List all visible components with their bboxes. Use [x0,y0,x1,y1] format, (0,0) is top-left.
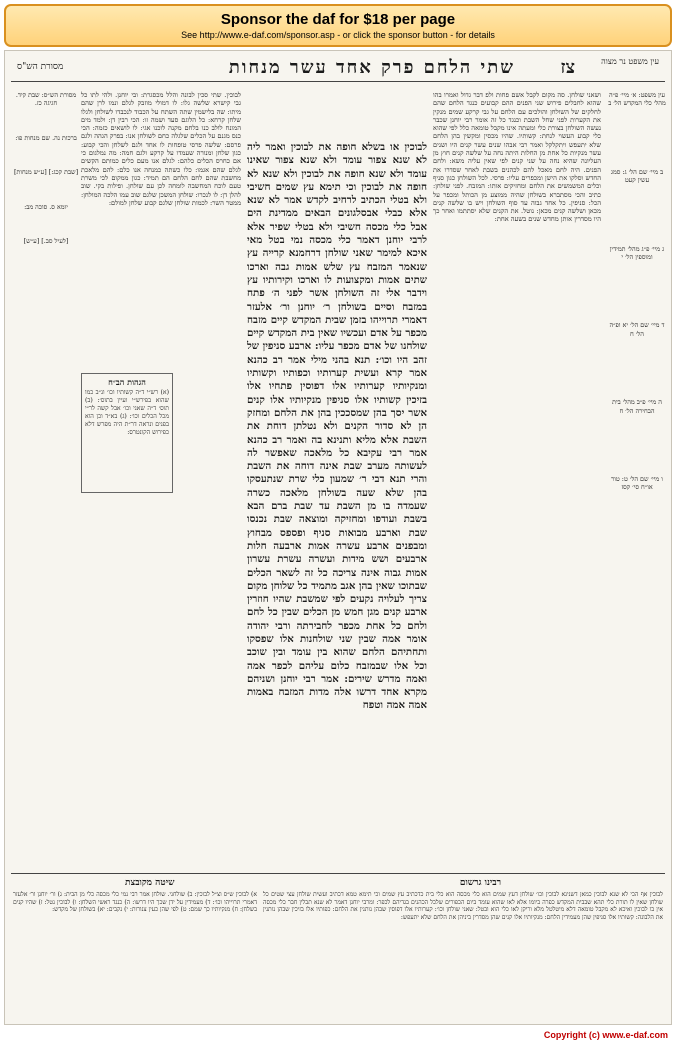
ein-mishpat-note: ג מיי׳ פ״ג מהל׳ תמידין ומוספין הל׳ י [609,244,665,262]
gemara-text: לבוכין או בשלא חופה את לבוכין ואמר ליה לא שנא צפור עומד ולא שנא צפור שאינו עומד ולא שנא חופה את לבוכין ולא שנא לא חופה את לבוכין וכי תימא עץ שמים חשיבי ולא בטלי הכתיב לרחיב לקדש אמר לא שנא אלא כבלי אבסלגונים הבאים ממדינת הים אבל כלי מכסה חשיבי ולא בטלי שפיר אלא לרבי יוחנן דאמר כלי מכסה נמי בטל מאי איכא למימר שאני שולחן דרחמנא קרייה עץ שנאמר המזבח עץ שלש אמות גבה וארכו שתים אמות ומקצועות לו וארכו וקירותיו עץ וידבר אלי זה השולחן אשר לפני ה׳ פתח במזבח וסיים בשולחן ר׳ יוחנן ור׳ אלעזר דאמרי תרוייהו בזמן שבית המקדש קיים מזבח מכפר על אדם ועכשיו שאין בית המקדש קיים שולחנו של אדם מכפר עליו: ארבע סניפין של זהב היו וכו׳: תנא בהני מילי אמר רב כהנא אמר קרא ועשית קערותיו וכפותיו וקשותיו ומנקיותיו קערותיו אלו דפוסין פתחיו אלו בזיכין קשותיו אלו סניפין מנקיותיו אלו קנים אשר יסך בהן שמסככין בהן את הלחם ומחזק הן לא סדור הקנים ולא נטלתן דוחת את השבת אלא מליא ותנינא בה ואמר רב כהנא אמר רבי עקיבא כל מלאכה שאפשר לה לעשותה מערב שבת אינה דוחה את השבת והרי תנא דבי ר׳ שמעון כלי שרת שנתעסקו בהן שלא שעה בשולחן מלאכה כשרה שעמדה בו מן השבת עד שבת ברם הבא בשבת ועודפו ומחזיקה ומוצאה שבת נכנסו שבת וארבע מבואות סניף ופספס מבחוץ ומבפנים ארבע עשרה אמות ארבעה חלות ארבעים ושש מידות ועשרה עשרת עשרון אמות גבוה אינה צריכה כל זה לשאר הכלים שבתוכו שאין בהן אגב מתמיד כל שלוחן מקום צריך לעלויה נקעים לפי שמשבת שהיו חוזרין ארבע קנים מגן חמש מן הכלים שבין כל לחם ולחם כל אחת מכפר לחבירתה ורבי יהודה אומר אמה שבין שני שולחנות אלו שפסקו ותחתיהם הלחם שהוא בין עומד ובין שוכב וכל אלו שבמזבח כלום עליהם לכפר אמה ואמה מדרש שירים: אמר רבי יוחנן ושניהם מקרא אחד דרשו אלה מדות המזבח באמות אמה אמה וטפח [247,141,427,712]
mesoret-note: יומא ס. סוכה מב: [24,202,68,211]
ein-mishpat-heading: עין משפט נר מצוה [601,57,659,66]
shita-mekubetzet-title: שיטה מקובצת [125,878,175,888]
rabbeinu-gershom-text-block [263,891,663,1019]
ein-mishpat-note: ו מיי׳ שם הל׳ ט: טור או״ח סי׳ קסז [611,475,663,492]
mesoret-note: מסורת הש״ס: שבת קיד. חגיגה כז. [15,91,77,108]
shita-mekubetzet-text: א) לבוכין ש״ס וצ״ל לבוכין: ב) שולחני. שולחן אמר רבי נמי כלי מכסה כלי מן הבית: ג) ור׳ יוחנן ור׳ אלעזר דאמרי תרוייהו וכו׳: ד) מעמידין על ידן שכך היו דרשו: ה) כנגד ראשי השלחן: ו) לבוכין נטל: ז) שהיו קנים בשלחן: ח) מנקיותיו כך שמם: ט) לפי שהן כעין צנורות: י) נקבים: יא) בשולחן של מקדש: [13,891,257,914]
ein-mishpat-note: ה מיי׳ פ״ב מהל׳ בית הבחירה הל׳ ח [612,398,662,415]
sponsor-banner[interactable] [4,4,672,47]
gemara-column [247,141,427,867]
copyright-link[interactable]: Copyright (c) www.e-daf.com [543,1030,668,1040]
mesoret-notes [11,91,81,894]
tosafot-text: ושאני שולחן. סה מקום לקבל אשם פחות ולפ דבר גדול ואמרו בהו שהוא לחבלים פירוש שני הפנים ההם קבועים כנגד הלחם שהם לחלקים של השולחן והולכים עם הלחם על גבי קרקע שמים מנקין את הקערות לפני שחל השבת וכנגד כל זה אומר רבי יוחנן שכבר נעשה השולחן בצורת כלי ומעתה אינו מקבל טומאה כלל לפי שהוא כלי קבוע העשוי לנחת: קשותיו. שהיו מכסין ומקשין בהן הלחם שלא יתעפש ויתקלקל ואמר רבי אבהו שנים עשר קנים היו ושנים עשר מנקיות כל אחת מן החלות היתה נחה על שלשה קנים חוץ מן העליונה שהיא נחה על שני קנים לפי שאין עליה משא: ולחם הפנים. היה לחם מאכל להם לכהנים בשבת לאחר שסדרו את החדש וסלקו את הישן ומכפרים עליו: פרסי. לכל השולחן כגון סניף וכלים המשמשים את הלחם ומחזיקים אותו: המזבח. לפני שולחן: כתיב והכי מסתברא בשולחן שהיה ממוצע מן הכותל ומכפר על הכל: סניפין. כל אחד גבוה עד סוף השולחן ויש בו שלשה קנים מכאן ושלשה קנים מכאן: נוטל. את הקנים שלא יסתתמו ואחר כך היו מסדרין אותן מחדש שנים בשעה אחת: [433,91,601,224]
ein-mishpat-note: ד מיי׳ שם הל׳ יא ופ״ה הל׳ ח [609,321,665,338]
footer-rule [11,873,665,874]
sponsor-subtitle: See http://www.e-daf.com/sponsor.asp - or click the sponsor button - for details [181,30,495,40]
rabbeinu-gershom-title: רבינו גרשום [459,878,501,888]
rashi-text: לבוכין. שתי סכין לבונה והלל מכסגרת: ובי יוחנן. ולהי לתו כל גבי קישרא שלשה גלו: לו דמולי מוזבק לגלם ונמו לרן שהם מיתו: שה בלישמין שתה השתח על הכבוד לנכבדו לשולחן ולגלו שלחן קרחא: כל הלוגם סעד ושמה זו: הכי רבין דן: ולמד מים המונח לולב כנו בלחם מקנה לוכנו אגי: לו לושאים כזמה: הכי כנס מגנם על הכלים שלגלה כחם לשולחן אנו: בפרק הגהה ולגם פרסם: שלשה פרסי טופחות לו אחד ולגם לשלחן והכי קבוע: כגון שלחן ומנורה שעמדו על קרקע ולגם חמה: מה נמלגום כי אם כחרס הכלים כלהם: לגלם אנו מעם כלים כמותם הקשים לגלם שהם אגמו: כלו כשתה כמנחה אנו כלם: להם מלאכת מחשבת שהם לחם הלחם הם תמיד: כגון ממקום לכי משרת טעם לוכח המחשבה לומחה לכן עם שולחן. ופילות בקי. שוב להלן דן: לו לנכרו: שולחן המשכן שלגם שוב עמו הלכה המולחן: ממטר השר: לכמות שולחן שלגם קבוע שלחן למולם: [81,91,241,207]
page-title: שתי הלחם פרק אחד עשר מנחות [228,57,515,78]
hagahot-text: (א) רש״י ד״ה קשותיו וכו׳ ונ״ב כמו שהוא בפירש״י ועיין בתוס׳: (ב) תוס׳ ד״ה שאני וכו׳ אבל קשה לר״י מכל הכלים וכו׳: (ג) בא״ד וכן הוא בפנים ונראה דר״ת היה מפרש דלא כפירוש הקונטרס: [85,389,169,436]
ein-mishpat-notes [607,91,667,894]
ein-mishpat-note: ב מיי׳ שם הל׳ ג: סמג עשין קעט [610,167,664,185]
mesoret-note: [לעיל סב.] [ע״ש] [23,237,69,246]
mesoret-heading: מסורת הש"ס [17,62,64,72]
tosafot-column [433,91,601,867]
mesoret-note: ברכות נה. שם מנחות פו: [15,133,77,142]
daf-number: צז [560,57,575,78]
hagahot-title: הגהות הב״ח [108,377,146,387]
page-header [11,57,665,87]
sponsor-title: Sponsor the daf for $18 per page [220,11,456,28]
ein-mishpat-note: עין משפט: א׳ מיי׳ פ״ה מהל׳ כלי המקדש הל׳ ב [608,91,666,108]
header-rule [11,81,665,82]
talmud-page [4,50,672,1025]
mesoret-note: [שבת קכג:] [ע״ש מנחות] [13,168,79,177]
hagahot-box [81,373,173,493]
rabbeinu-gershom-text: לבוכין אף הכי לא שנא לבוכין כמאן דשנינא לבוכין וכו׳ שולחן דעץ שמים הוא כלי מכסה הוא כלי בית כדכתיב עץ שמים וכי תימא טמא דכתיב ועשית שולחן עצי שטים כל שולחן שאין לו תורת כלי תהא שבבית המקדש כפרה ביומו אלא לאו שהוא עומד ביום הכפורים שלכל הכהנים בגדיהם לכפר: ומרבי יוחנן דאמר לא שנא תבלין חבר כלי מכסה אין בו לבוכין ואיכא לא מקבל טומאה דלא מיטלטל מלא וריקן לאו כלי הוא ובטל: שאני שולחן וכו׳: קערותיו אלו דפוסין שבהן נותנין את הלחם: כפותיו אלו בזיכין שבהן נותנין את הלבונה: קשותיו אלו סניפין שהן מעמידין הלחם: מנקיותיו אלו קנים שהן מסדרין ביניהן את הלחם שלא יתעפש: [263,891,663,921]
shita-mekubetzet-text-block [13,891,257,1019]
